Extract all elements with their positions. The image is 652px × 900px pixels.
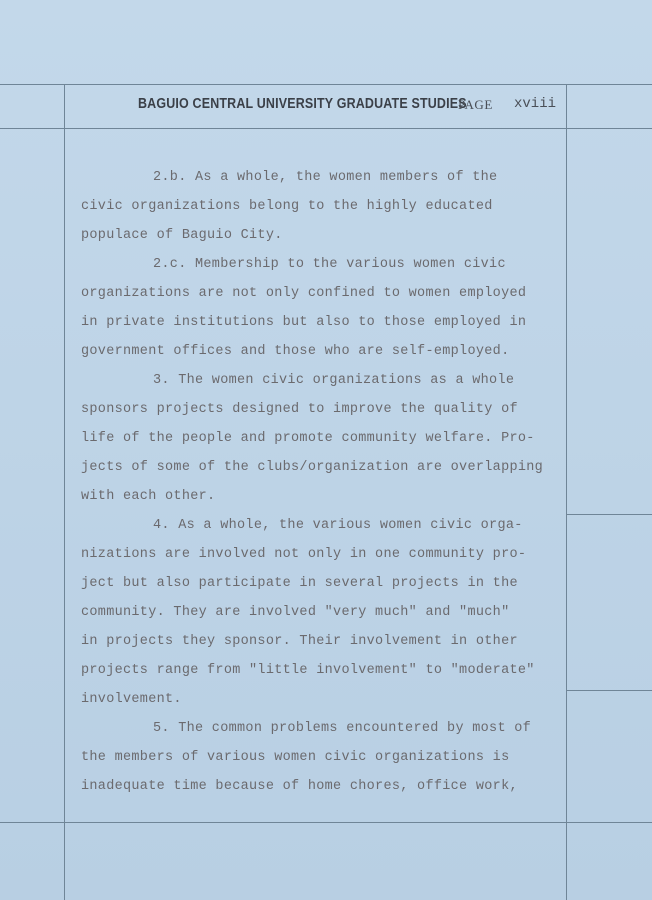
text-line: ject but also participate in several projects in the	[81, 576, 518, 591]
text-line: in private institutions but also to those employed in	[81, 315, 527, 330]
text-line: community. They are involved "very much" and "much"	[81, 605, 510, 620]
page-number: xviii	[514, 96, 557, 112]
ruled-line-margin-mid	[566, 514, 652, 515]
ruled-line-left-margin	[64, 84, 65, 900]
ruled-line-top	[0, 84, 652, 85]
text-line: government offices and those who are self-employed.	[81, 344, 510, 359]
ruled-line-bottom	[0, 822, 652, 823]
text-line: sponsors projects designed to improve the quality of	[81, 402, 518, 417]
page-label: PAGE	[458, 97, 493, 112]
text-line: the members of various women civic organizations is	[81, 750, 510, 765]
text-line: 2.b. As a whole, the women members of the	[153, 170, 498, 185]
ruled-line-margin-lower	[566, 690, 652, 691]
text-line: 4. As a whole, the various women civic orga-	[153, 518, 523, 533]
ruled-line-header	[0, 128, 652, 129]
text-line: with each other.	[81, 489, 216, 504]
text-line: inadequate time because of home chores, office work,	[81, 779, 518, 794]
text-line: life of the people and promote community welfare. Pro-	[81, 431, 535, 446]
text-line: 5. The common problems encountered by most of	[153, 721, 532, 736]
text-line: populace of Baguio City.	[81, 228, 283, 243]
text-line: in projects they sponsor. Their involvement in other	[81, 634, 518, 649]
text-line: organizations are not only confined to women employed	[81, 286, 527, 301]
text-line: jects of some of the clubs/organization are overlapping	[81, 460, 544, 475]
text-line: involvement.	[81, 692, 182, 707]
text-line: 3. The women civic organizations as a whole	[153, 373, 515, 388]
text-line: civic organizations belong to the highly educated	[81, 199, 493, 214]
ruled-line-right-margin	[566, 84, 567, 900]
text-line: projects range from "little involvement" to "moderate"	[81, 663, 535, 678]
page-title: BAGUIO CENTRAL UNIVERSITY GRADUATE STUDIES	[138, 96, 467, 112]
text-line: 2.c. Membership to the various women civic	[153, 257, 506, 272]
text-line: nizations are involved not only in one community pro-	[81, 547, 527, 562]
